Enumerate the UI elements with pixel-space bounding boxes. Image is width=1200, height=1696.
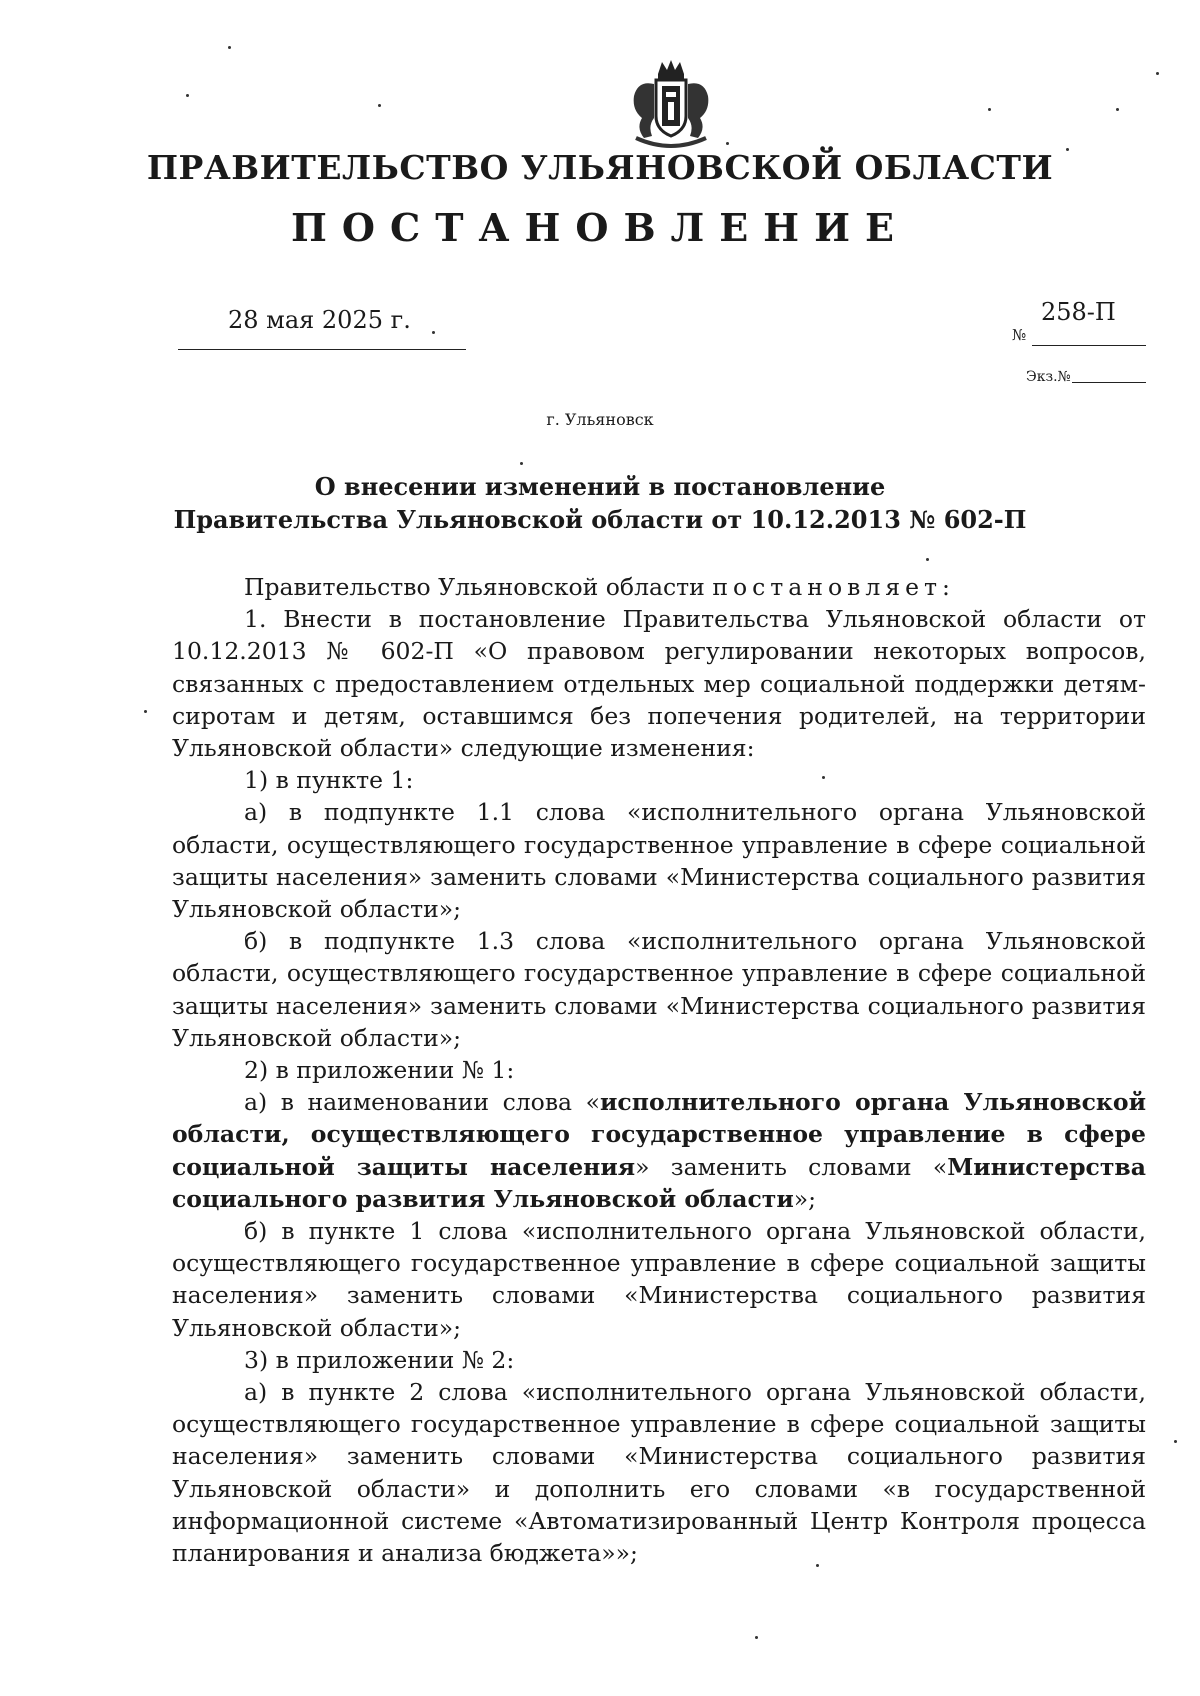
paragraph-1-3-a: а) в пункте 2 слова «исполнительного органа Ульяновской области, осуществляющего государственное управление в сфере социальной защиты населения» заменить словами «Министерства социального развития Ульяновской области» и дополнить его словами «в государственной информационной системе «Автоматизированный Центр Контроля процесса планирования и анализа бюджета»»;	[172, 1378, 1146, 1568]
date-underline	[178, 349, 466, 350]
copy-number-underline	[1072, 382, 1146, 383]
paragraph-1-2-a: а) в наименовании слова «исполнительного органа Ульяновской области, осуществляющего государственное управление в сфере социальной защиты населения» заменить словами «Министерства социального развития Ульяновской области»;	[172, 1088, 1146, 1213]
scan-speck	[144, 710, 147, 713]
number-sign: №	[1012, 326, 1027, 344]
document-type: ПОСТАНОВЛЕНИЕ	[291, 205, 909, 250]
scan-speck	[822, 776, 825, 779]
copy-number-label: Экз.№	[1026, 369, 1071, 385]
city: г. Ульяновск	[546, 410, 654, 429]
number-underline	[1032, 345, 1146, 346]
scan-speck	[1174, 1440, 1177, 1443]
paragraph-1-3: 3) в приложении № 2:	[244, 1345, 515, 1374]
scan-speck	[378, 104, 381, 107]
paragraph-1-1-b: б) в подпункте 1.3 слова «исполнительного органа Ульяновской области, осуществляющего государственное управление в сфере социальной защиты населения» заменить словами «Министерства социального развития Ульяновской области»;	[172, 927, 1146, 1052]
document-body	[172, 571, 1146, 1569]
document-date: 28 мая 2025 г.	[228, 306, 411, 334]
scan-speck	[1066, 148, 1069, 151]
resolves-word: постановляет	[712, 573, 943, 601]
scan-speck	[186, 94, 189, 97]
document-number: 258-П	[1041, 298, 1116, 326]
coat-of-arms-icon	[622, 58, 720, 150]
paragraph-1-1: 1) в пункте 1:	[244, 766, 414, 795]
scan-speck	[1156, 72, 1159, 75]
paragraph-1-1-a: а) в подпункте 1.1 слова «исполнительного органа Ульяновской области, осуществляющего государственное управление в сфере социальной защиты населения» заменить словами «Министерства социального развития Ульяновской области»;	[172, 798, 1146, 924]
subject-line-1: О внесении изменений в постановление	[314, 472, 886, 501]
scan-speck	[726, 142, 729, 145]
preamble: Правительство Ульяновской области постановляет:	[244, 573, 950, 601]
paragraph-1-2: 2) в приложении № 1:	[244, 1056, 515, 1085]
scan-speck	[520, 462, 523, 465]
document-subject	[0, 470, 1200, 536]
scan-speck	[1116, 108, 1119, 111]
scan-speck	[816, 1564, 819, 1567]
scan-speck	[926, 558, 929, 561]
scan-speck	[432, 331, 435, 334]
scan-speck	[988, 108, 991, 111]
paragraph-1-2-b: б) в пункте 1 слова «исполнительного органа Ульяновской области, осуществляющего государственное управление в сфере социальной защиты населения» заменить словами «Министерства социального развития Ульяновской области»;	[172, 1217, 1146, 1342]
government-title: ПРАВИТЕЛЬСТВО УЛЬЯНОВСКОЙ ОБЛАСТИ	[146, 148, 1054, 187]
scan-speck	[755, 1636, 758, 1639]
paragraph-1: 1. Внести в постановление Правительства Ульяновской области от 10.12.2013 № 602-П «О правовом регулировании некоторых вопросов, связанных с предоставлением отдельных мер социальной поддержки детям-сиротам и детям, оставшимся без попечения родителей, на территории Ульяновской области» следующие изменения:	[172, 605, 1146, 763]
scan-speck	[228, 46, 231, 49]
subject-line-2: Правительства Ульяновской области от 10.12.2013 № 602-П	[173, 505, 1027, 534]
